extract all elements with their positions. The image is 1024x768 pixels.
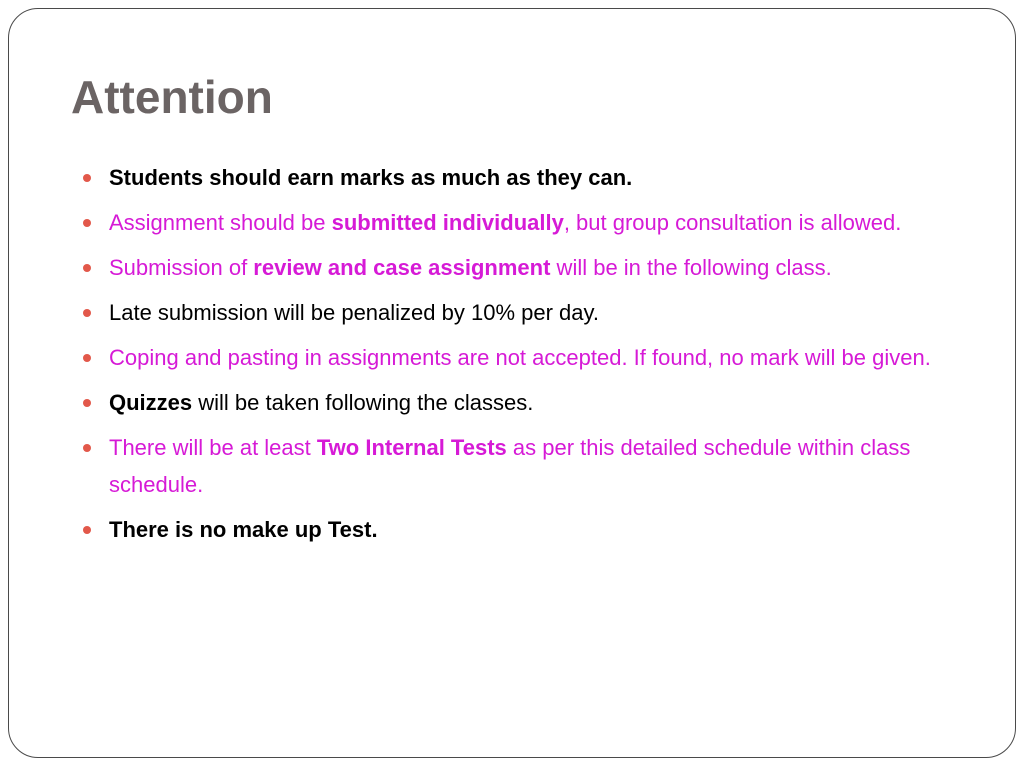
bullet-dot-icon bbox=[83, 219, 91, 227]
bullet-text: as per this detailed schedule within class schedule. bbox=[109, 435, 911, 497]
bullet-text-bold: Quizzes bbox=[109, 390, 193, 415]
bullet-dot-icon bbox=[83, 264, 91, 272]
bullet-text: Assignment should be bbox=[109, 210, 332, 235]
bullet-dot-icon bbox=[83, 444, 91, 452]
bullet-dot-icon bbox=[83, 309, 91, 317]
bullet-text-bold: Students should earn marks as much as they can. bbox=[109, 165, 633, 190]
bullet-text: Submission of bbox=[109, 255, 254, 280]
bullet-text: , but group consultation is allowed. bbox=[563, 210, 902, 235]
bullet-text: will be taken following the classes. bbox=[192, 390, 534, 415]
bullet-text: Coping and pasting in assignments are not accepted. If found, no mark will be given. bbox=[109, 345, 931, 370]
bullet-text: Late submission will be penalized by 10% per day. bbox=[109, 300, 599, 325]
bullet-item bbox=[81, 384, 981, 421]
slide-frame bbox=[8, 8, 1016, 758]
bullet-item bbox=[81, 204, 981, 241]
slide-title: Attention bbox=[71, 71, 273, 123]
bullet-text: There will be at least bbox=[109, 435, 317, 460]
bullet-text-bold: Two Internal Tests bbox=[316, 435, 507, 460]
bullet-item bbox=[81, 249, 981, 286]
bullet-item bbox=[81, 159, 981, 196]
bullet-text-bold: submitted individually bbox=[331, 210, 564, 235]
bullet-text-bold: review and case assignment bbox=[253, 255, 551, 280]
bullet-text-bold: There is no make up Test. bbox=[109, 517, 378, 542]
bullet-dot-icon bbox=[83, 526, 91, 534]
bullet-text: will be in the following class. bbox=[550, 255, 832, 280]
bullet-dot-icon bbox=[83, 354, 91, 362]
bullet-item bbox=[81, 429, 981, 503]
bullet-item bbox=[81, 339, 981, 376]
bullet-item bbox=[81, 511, 981, 548]
bullet-list bbox=[81, 159, 981, 556]
bullet-item bbox=[81, 294, 981, 331]
bullet-dot-icon bbox=[83, 174, 91, 182]
bullet-dot-icon bbox=[83, 399, 91, 407]
